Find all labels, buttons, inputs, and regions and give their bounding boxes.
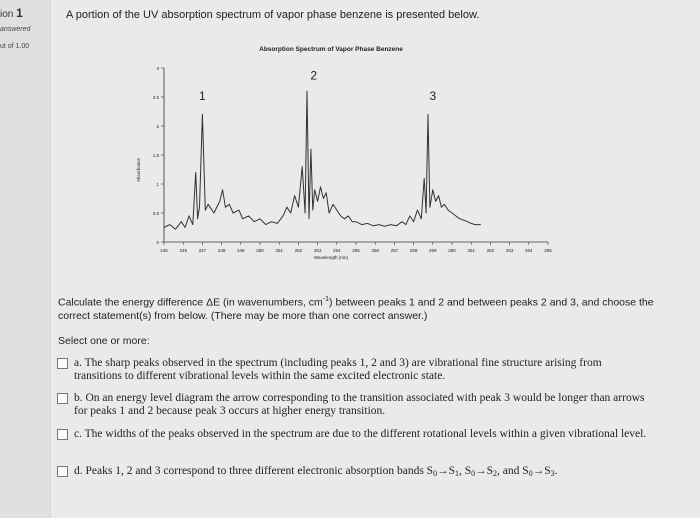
x-tick-label: 258 — [409, 248, 418, 253]
peak-label: 2 — [310, 68, 318, 83]
y-tick-label: 2.5 — [152, 95, 159, 100]
question-status: answered — [0, 26, 31, 33]
x-tick-label: 263 — [505, 248, 514, 253]
spectrum-line — [164, 88, 481, 229]
y-tick-label: 1.5 — [152, 153, 159, 158]
checkbox-c[interactable] — [57, 429, 68, 440]
x-tick-label: 250 — [256, 248, 264, 253]
x-tick-label: 246 — [179, 248, 187, 253]
chart-title: Absorption Spectrum of Vapor Phase Benzene — [259, 46, 403, 53]
x-tick-label: 245 — [160, 248, 168, 253]
answer-option-b[interactable] — [57, 392, 647, 418]
x-tick-label: 257 — [390, 248, 399, 253]
x-tick-label: 253 — [313, 248, 322, 253]
question-prompt: Calculate the energy difference ΔE (in wavenumbers, $cm^{-1}$) between peaks 1 and 2 and between peaks 2 and 3, and choose the correct statement(s) from below. (There may be more than one correct answer.) — [58, 296, 654, 322]
y-tick-label: 1 — [156, 182, 159, 187]
x-tick-label: 260 — [448, 248, 456, 253]
x-tick-label: 248 — [217, 248, 226, 253]
x-tick-label: 251 — [275, 248, 283, 253]
question-number: 1 — [16, 6, 23, 20]
checkbox-d[interactable] — [57, 466, 68, 477]
checkbox-a[interactable] — [57, 358, 68, 369]
x-tick-label: 256 — [371, 248, 379, 253]
x-tick-label: 262 — [486, 248, 495, 253]
x-tick-label: 261 — [467, 248, 475, 253]
x-tick-label: 264 — [525, 248, 533, 253]
peak-label: 3 — [429, 88, 437, 103]
x-tick-label: 259 — [429, 248, 437, 253]
y-tick-label: 0.5 — [152, 211, 159, 216]
answer-option-a[interactable] — [57, 357, 647, 383]
plot-area — [153, 66, 553, 253]
x-tick-label: 254 — [333, 248, 341, 253]
x-tick-label: 265 — [544, 248, 552, 253]
option-c-text: c. The widths of the peaks observed in the spectrum are due to the different rotational levels within a given vibrational level. — [74, 428, 647, 440]
checkbox-b[interactable] — [57, 393, 68, 404]
peak-label: 1 — [199, 88, 206, 103]
option-b-text: b. On an energy level diagram the arrow corresponding to the transition associated with peak 3 would be longer than arrows for peaks 1 and 2 because peak 3 occurs at higher energy transition. — [74, 392, 645, 417]
question-title: A portion of the UV absorption spectrum of vapor phase benzene is presented below. — [66, 9, 480, 21]
y-tick-label: 3 — [156, 66, 159, 71]
answer-option-d[interactable] — [57, 465, 657, 480]
x-tick-label: 249 — [237, 248, 245, 253]
option-a-text: a. The sharp peaks observed in the spectrum (including peaks 1, 2 and 3) are vibrational fine structure arising from transitions to different vibrational levels within the same excited electronic state. — [74, 357, 602, 382]
x-axis-label: Wavelength (nm) — [313, 255, 349, 260]
prompt-superscript: -1 — [322, 296, 330, 303]
question-panel — [51, 0, 700, 518]
x-tick-label: 247 — [198, 248, 207, 253]
y-tick-label: 2 — [156, 124, 159, 129]
select-instruction: Select one or more: — [58, 335, 150, 347]
option-d-text: d. Peaks 1, 2 and 3 correspond to three different electronic absorption bands $S_0\to S_1$, $S_0\to S_2$, and $S_0\to S_3$. — [74, 465, 558, 478]
question-number-label: ion 1 — [0, 6, 23, 20]
x-tick-label: 255 — [352, 248, 360, 253]
answer-option-c[interactable] — [57, 428, 652, 441]
x-tick-label: 252 — [294, 248, 303, 253]
y-tick-label: 0 — [156, 240, 159, 245]
absorption-spectrum-chart — [106, 40, 556, 270]
question-marks: ut of 1.00 — [0, 43, 30, 50]
question-info-sidebar — [0, 0, 50, 518]
y-axis-label: Absorbance — [136, 157, 141, 183]
